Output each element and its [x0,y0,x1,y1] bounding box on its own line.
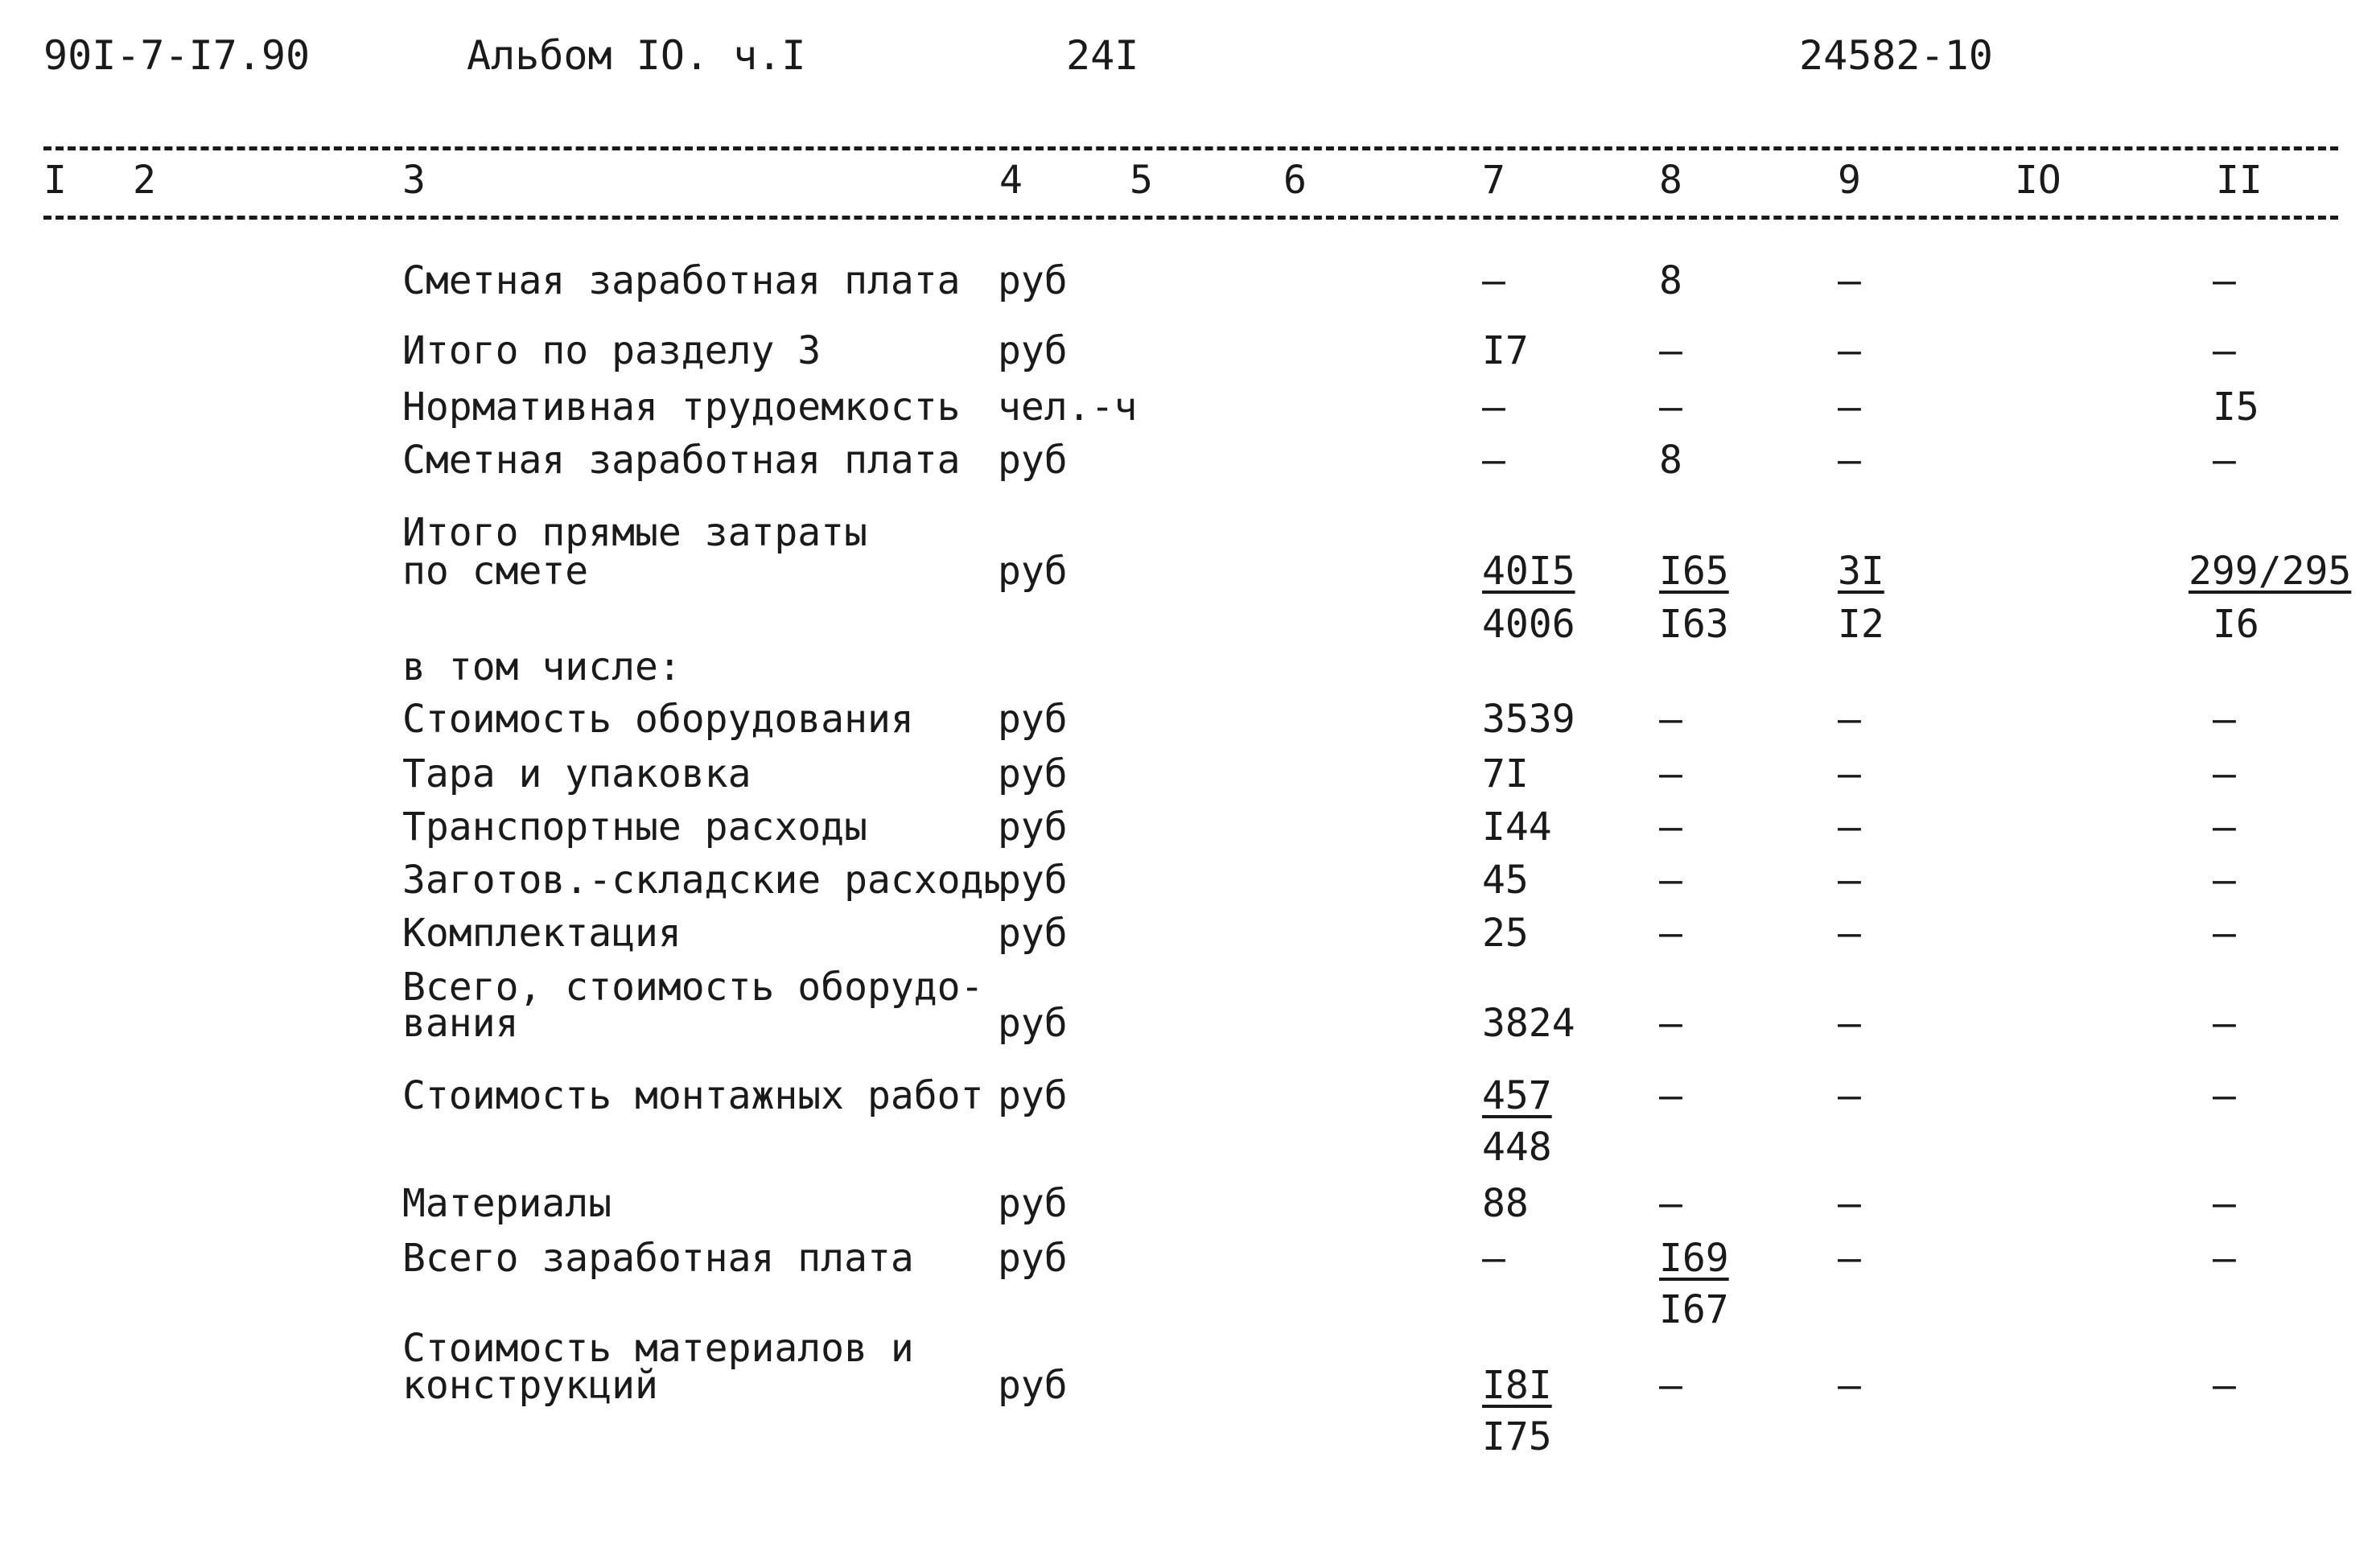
page-number: 24I [1066,32,1139,79]
row-value-col9: – [1838,751,1861,796]
document-code: 90I-7-I7.90 [43,32,311,79]
row-value-col7-numerator: 40I5 [1482,549,1575,594]
col-num-10: IO [2015,158,2061,203]
row-value-col11: – [2213,805,2236,850]
album-label: Альбом IO. ч.I [467,32,806,79]
row-value-col8-denominator: I67 [1659,1287,1729,1332]
row-value-col9: – [1838,1236,1861,1281]
row-value-col9-numerator: 3I [1838,549,1884,594]
row-value-col7: – [1482,258,1505,303]
row-value-col9: – [1838,385,1861,430]
row-value-col11: – [2213,1181,2236,1226]
col-num-5: 5 [1130,158,1153,203]
row-label: Сметная заработная плата [402,258,961,303]
row-label: Нормативная трудоемкость [402,385,961,430]
row-label-line2: конструкций [402,1363,658,1408]
row-value-col8: – [1659,697,1682,742]
row-label-line2: по смете [402,549,589,594]
row-value-col7-denominator: 448 [1482,1125,1552,1170]
row-unit: руб [998,805,1068,850]
row-label: Стоимость оборудования [402,697,914,742]
row-value-col7: 7I [1482,751,1529,796]
row-value-col9: – [1838,911,1861,956]
row-value-col7: – [1482,438,1505,483]
row-value-col8: 8 [1659,258,1682,303]
row-value-col9: – [1838,438,1861,483]
row-value-col9-denominator: I2 [1838,602,1884,647]
header-rule-bottom [43,216,2338,220]
section-subheading: в том числе: [402,644,682,689]
row-value-col7: 25 [1482,911,1529,956]
row-value-col9: – [1838,858,1861,903]
row-value-col11: – [2213,697,2236,742]
row-label: Комплектация [402,911,682,956]
row-value-col7: I7 [1482,328,1529,373]
row-value-col9: – [1838,1073,1861,1118]
row-label: Транспортные расходы [402,805,867,850]
header-rule-top [43,146,2338,150]
row-label: Заготов.-складские расходы [402,858,1007,903]
col-num-6: 6 [1283,158,1307,203]
row-unit: руб [998,697,1068,742]
row-value-col8-numerator: I69 [1659,1236,1729,1281]
row-value-col8: – [1659,1181,1682,1226]
row-label: Тара и упаковка [402,751,752,796]
row-value-col11-numerator: 299/295 [2189,549,2352,594]
row-value-col11: – [2213,911,2236,956]
row-unit: руб [998,1363,1068,1408]
row-value-col7: – [1482,1236,1505,1281]
row-value-col11: – [2213,1363,2236,1408]
inventory-number: 24582-10 [1799,32,1993,79]
row-value-col11: – [2213,328,2236,373]
row-value-col9: – [1838,1001,1861,1046]
row-value-col9: – [1838,328,1861,373]
row-value-col11: – [2213,438,2236,483]
col-num-1: I [43,158,67,203]
row-value-col8: – [1659,1073,1682,1118]
row-value-col11: – [2213,1236,2236,1281]
row-value-col7-numerator: I8I [1482,1363,1552,1408]
row-value-col7: – [1482,385,1505,430]
row-unit: руб [998,1181,1068,1226]
row-unit: руб [998,1001,1068,1046]
row-unit: руб [998,549,1068,594]
row-value-col8: – [1659,911,1682,956]
row-value-col8: – [1659,328,1682,373]
row-value-col7-numerator: 457 [1482,1073,1552,1118]
row-unit: руб [998,258,1068,303]
row-unit: руб [998,328,1068,373]
row-unit: чел.-ч [998,385,1138,430]
col-num-11: II [2216,158,2263,203]
row-label-line2: вания [402,1001,519,1046]
row-value-col11: – [2213,258,2236,303]
row-label-line1: Всего, стоимость оборудо- [402,965,984,1010]
col-num-7: 7 [1482,158,1505,203]
row-label: Сметная заработная плата [402,438,961,483]
row-value-col8-denominator: I63 [1659,602,1729,647]
row-label-line1: Стоимость материалов и [402,1326,914,1371]
row-label-line1: Итого прямые затраты [402,510,867,555]
row-unit: руб [998,751,1068,796]
row-value-col8: – [1659,1001,1682,1046]
col-num-4: 4 [999,158,1023,203]
row-value-col11: I5 [2213,385,2259,430]
col-num-8: 8 [1659,158,1682,203]
col-num-2: 2 [133,158,156,203]
row-value-col11: – [2213,1073,2236,1118]
row-value-col7: 3824 [1482,1001,1575,1046]
row-value-col7: 88 [1482,1181,1529,1226]
row-value-col9: – [1838,258,1861,303]
row-value-col8: – [1659,385,1682,430]
col-num-9: 9 [1838,158,1861,203]
row-value-col8-numerator: I65 [1659,549,1729,594]
row-value-col9: – [1838,805,1861,850]
row-label: Стоимость монтажных работ [402,1073,984,1118]
row-label: Всего заработная плата [402,1236,914,1281]
row-unit: руб [998,1236,1068,1281]
row-unit: руб [998,911,1068,956]
row-value-col11: – [2213,751,2236,796]
row-value-col9: – [1838,1363,1861,1408]
row-unit: руб [998,1073,1068,1118]
row-value-col9: – [1838,697,1861,742]
row-value-col8: 8 [1659,438,1682,483]
row-value-col7: I44 [1482,805,1552,850]
row-value-col7-denominator: I75 [1482,1414,1552,1459]
row-label: Итого по разделу 3 [402,328,822,373]
row-value-col8: – [1659,751,1682,796]
row-value-col11: – [2213,858,2236,903]
row-unit: руб [998,858,1068,903]
row-value-col7-denominator: 4006 [1482,602,1575,647]
row-value-col9: – [1838,1181,1861,1226]
row-unit: руб [998,438,1068,483]
row-value-col8: – [1659,858,1682,903]
row-value-col7: 45 [1482,858,1529,903]
row-label: Материалы [402,1181,612,1226]
row-value-col11: – [2213,1001,2236,1046]
row-value-col7: 3539 [1482,697,1575,742]
row-value-col8: – [1659,1363,1682,1408]
col-num-3: 3 [402,158,426,203]
row-value-col8: – [1659,805,1682,850]
row-value-col11-denominator: I6 [2213,602,2259,647]
